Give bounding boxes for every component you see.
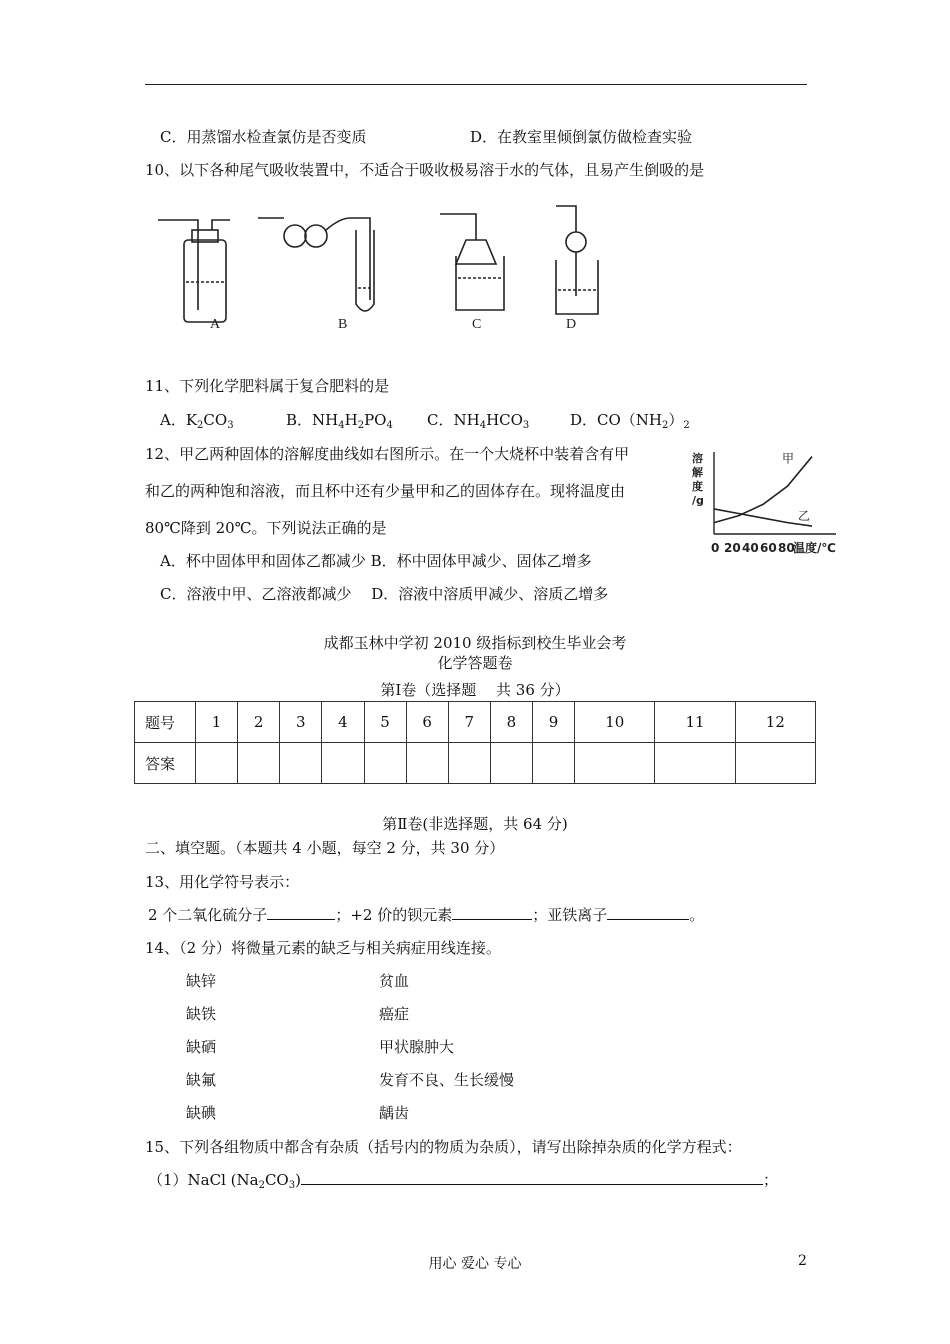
q9-option-c: C．用蒸馏水检查氯仿是否变质 xyxy=(160,128,367,146)
solubility-chart xyxy=(690,446,840,558)
question-number-label: 题号 xyxy=(135,702,196,743)
answer-cell[interactable] xyxy=(280,743,322,784)
table-cell: 10 xyxy=(575,702,655,743)
page-number: 2 xyxy=(798,1253,807,1269)
answer-cell[interactable] xyxy=(196,743,238,784)
table-cell: 7 xyxy=(448,702,490,743)
part1-heading: 第Ⅰ卷（选择题 共 36 分） xyxy=(380,681,570,699)
q11-option-b: B．$NH_4H_2PO_4$ xyxy=(286,411,393,431)
q13-stem: 13、用化学符号表示： xyxy=(145,873,300,891)
x-tick-label: 20 xyxy=(724,541,741,555)
answer-table xyxy=(134,701,816,784)
answer-cell[interactable] xyxy=(575,743,655,784)
chart-ylabel-4: /g xyxy=(692,494,704,507)
table-cell: 12 xyxy=(735,702,815,743)
answer-cell[interactable] xyxy=(322,743,364,784)
footer-motto: 用心 爱心 专心 xyxy=(428,1256,522,1272)
answer-label: 答案 xyxy=(135,743,196,784)
label-b: B xyxy=(338,317,348,332)
q12-line3: 80℃降到 20℃。下列说法正确的是 xyxy=(145,519,387,537)
answer-cell[interactable] xyxy=(238,743,280,784)
answer-cell[interactable] xyxy=(490,743,532,784)
q12-line2: 和乙的两种饱和溶液，而且杯中还有少量甲和乙的固体存在。现将温度由 xyxy=(145,482,626,500)
answer-cell[interactable] xyxy=(406,743,448,784)
table-cell: 9 xyxy=(533,702,575,743)
q14-left-1: 缺铁 xyxy=(186,1005,217,1023)
q14-right-4: 龋齿 xyxy=(379,1104,410,1122)
answer-cell[interactable] xyxy=(735,743,815,784)
label-a: A xyxy=(210,317,221,332)
q11-stem: 11、下列化学肥料属于复合肥料的是 xyxy=(145,377,390,395)
label-c: C xyxy=(472,317,482,332)
x-tick-label: 60 xyxy=(760,541,777,555)
q15-item1: （1）NaCl $(Na_2CO_3)$ ； xyxy=(148,1171,778,1191)
q14-right-2: 甲状腺肿大 xyxy=(379,1038,455,1056)
q11-option-c: C．$NH_4HCO_3$ xyxy=(427,411,530,431)
q14-stem: 14、（2 分）将微量元素的缺乏与相关病症用线连接。 xyxy=(145,939,501,957)
header-rule xyxy=(145,84,807,85)
q11-option-a: A．$K_2CO_3$ xyxy=(160,411,234,431)
chart-ylabel-3: 度 xyxy=(692,480,703,493)
q12-options-cd: C．溶液中甲、乙溶液都减少 D．溶液中溶质甲减少、溶质乙增多 xyxy=(160,585,609,603)
x-axis-label: 温度/℃ xyxy=(793,541,836,555)
series-label: 乙 xyxy=(798,509,811,524)
q14-left-3: 缺氟 xyxy=(186,1071,217,1089)
apparatus-figure xyxy=(150,200,610,336)
blank-ferrous-ion[interactable] xyxy=(607,905,689,920)
answer-row xyxy=(135,743,816,784)
blank-barium[interactable] xyxy=(452,905,532,920)
answer-cell[interactable] xyxy=(655,743,735,784)
q9-option-d: D．在教室里倾倒氯仿做检查实验 xyxy=(470,128,693,146)
q11-option-d: D．$CO(NH_2)_2$ xyxy=(570,411,690,431)
x-tick-label: 80 xyxy=(778,541,795,555)
table-cell: 6 xyxy=(406,702,448,743)
q14-left-0: 缺锌 xyxy=(186,972,217,990)
table-cell: 11 xyxy=(655,702,735,743)
q12-line1: 12、甲乙两种固体的溶解度曲线如右图所示。在一个大烧杯中装着含有甲 xyxy=(145,445,630,463)
answer-cell[interactable] xyxy=(364,743,406,784)
x-tick-label: 40 xyxy=(742,541,759,555)
chart-ylabel-2: 解 xyxy=(692,466,703,479)
q12-options-ab: A．杯中固体甲和固体乙都减少 B．杯中固体甲减少、固体乙增多 xyxy=(160,552,592,570)
table-cell: 4 xyxy=(322,702,364,743)
q10-stem: 10、以下各种尾气吸收装置中，不适合于吸收极易溶于水的气体，且易产生倒吸的是 xyxy=(145,161,705,179)
q14-right-0: 贫血 xyxy=(379,972,410,990)
q15-stem: 15、下列各组物质中都含有杂质（括号内的物质为杂质），请写出除掉杂质的化学方程式： xyxy=(145,1138,742,1156)
q13-blanks: 2 个二氧化硫分子 ；+2 价的钡元素 ；亚铁离子 。 xyxy=(148,906,705,924)
q14-left-2: 缺硒 xyxy=(186,1038,217,1056)
label-d: D xyxy=(566,317,577,332)
series-label: 甲 xyxy=(782,451,795,466)
table-cell: 8 xyxy=(490,702,532,743)
q14-left-4: 缺碘 xyxy=(186,1104,217,1122)
part2-heading: 第Ⅱ卷(非选择题，共 64 分) xyxy=(382,815,568,833)
exam-subtitle: 化学答题卷 xyxy=(437,654,513,672)
answer-cell[interactable] xyxy=(533,743,575,784)
table-cell: 2 xyxy=(238,702,280,743)
table-cell: 1 xyxy=(196,702,238,743)
table-cell: 5 xyxy=(364,702,406,743)
exam-title: 成都玉林中学初 2010 级指标到校生毕业会考 xyxy=(323,634,627,652)
blank-so2[interactable] xyxy=(267,905,335,920)
x-tick-label: 0 xyxy=(711,541,720,555)
blank-equation-1[interactable] xyxy=(301,1170,763,1185)
q14-right-1: 癌症 xyxy=(379,1005,410,1023)
q14-right-3: 发育不良、生长缓慢 xyxy=(379,1071,515,1089)
table-cell: 3 xyxy=(280,702,322,743)
question-number-row xyxy=(135,702,816,743)
section2-heading: 二、填空题。（本题共 4 小题，每空 2 分，共 30 分） xyxy=(145,839,505,857)
chart-ylabel-1: 溶 xyxy=(692,452,703,465)
answer-cell[interactable] xyxy=(448,743,490,784)
